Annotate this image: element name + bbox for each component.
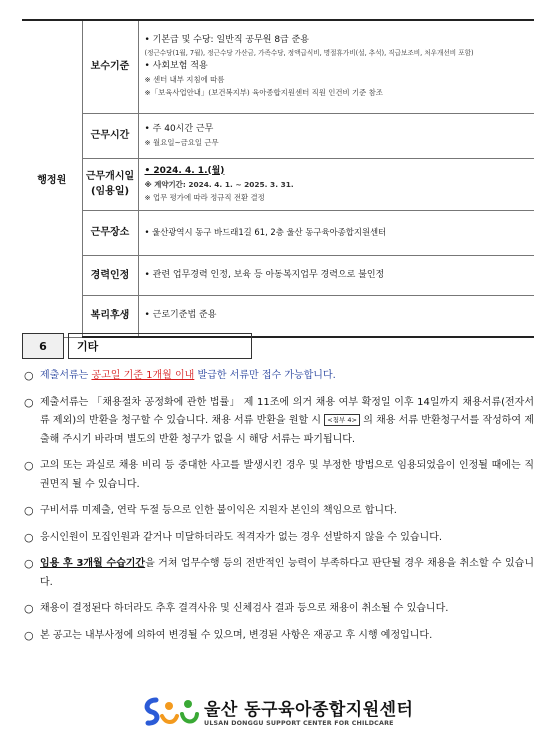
center-emblem-icon: [142, 694, 200, 728]
circle-bullet-icon: ○: [24, 530, 34, 544]
pay-line-5: ※「보육사업안내」(보건복지부) 육아종합지원센터 직원 인건비 기준 참조: [144, 88, 383, 98]
item6-text-bold: 임용 후 3개월 수습기간: [40, 558, 146, 569]
header-pay: 보수기준: [82, 20, 138, 113]
circle-bullet-icon: ○: [24, 628, 34, 642]
start-line-1: • 2024. 4. 1.(월): [144, 165, 225, 176]
content-pay: [138, 20, 534, 113]
item3-text: 고의 또는 과실로 채용 비리 등 중대한 사고를 발생시킨 경우 및 부정한 방법으로 임용되었음이 인정될 때에는 직권면직 될 수 있습니다.: [40, 460, 534, 490]
item2-text-a: 제출서류는 「채용절차 공정화에 관한 법률」 제 11조에 의거 채용 여부 확정일 이후 14일까지 채용서류(전자서류 제외)의 반환을 청구할 수 있습니다. 채용 서류 반환을 원할 시: [40, 396, 534, 426]
header-start-date: [82, 158, 138, 210]
header-career: 경력인정: [82, 255, 138, 295]
list-item: [24, 394, 534, 450]
section-number: 6: [22, 333, 64, 359]
start-date-header-line2: (임용일): [90, 186, 130, 197]
hours-line-1: • 주 40시간 근무: [144, 123, 214, 134]
item8-text: 본 공고는 내부사정에 의하여 변경될 수 있으며, 변경된 사항은 재공고 후 시행 예정입니다.: [40, 629, 433, 641]
list-item: [24, 627, 534, 646]
circle-bullet-icon: ○: [24, 459, 34, 472]
start-line-3: ※ 업무 평가에 따라 정규직 전환 결정: [144, 192, 265, 202]
header-hours: 근무시간: [82, 113, 138, 158]
item1-text-a: 제출서류는: [40, 370, 92, 381]
notice-list: [24, 367, 534, 653]
hours-line-2: ※ 월요일~금요일 근무: [144, 137, 219, 147]
section-title: 기타: [68, 333, 252, 359]
list-item: [24, 600, 534, 619]
category-cell: 행정원: [22, 20, 82, 337]
circle-bullet-icon: ○: [24, 557, 34, 570]
list-item: [24, 367, 534, 386]
list-item: [24, 502, 534, 521]
list-item: [24, 529, 534, 548]
center-name-kr: 울산 동구육아종합지원센터: [204, 700, 414, 720]
item1-text-b: 발급한 서류만 접수 가능합니다.: [194, 370, 336, 381]
item7-text: 채용이 결정된다 하더라도 추후 결격사유 및 신체검사 결과 등으로 채용이 취소될 수 있습니다.: [40, 603, 449, 614]
circle-bullet-icon: ○: [24, 602, 34, 615]
pay-line-2: (정근수당(1월, 7월), 정근수당 가산금, 가족수당, 정액급식비, 명절휴가비(설, 추석), 직급보조비, 처우개선비 포함): [144, 49, 474, 58]
list-item: [24, 457, 534, 494]
center-logo: [142, 694, 413, 728]
attachment-tag: <첨부 4>: [324, 414, 360, 426]
location-line-1: • 울산광역시 동구 바드래1길 61, 2층 울산 동구육아종합지원센터: [144, 227, 387, 237]
conditions-table: [22, 19, 534, 338]
circle-bullet-icon: ○: [24, 395, 34, 409]
career-line-1: • 관련 업무경력 인정, 보육 등 아동복지업무 경력으로 불인정: [144, 269, 385, 280]
content-location: [138, 210, 534, 255]
welfare-line-1: • 근로기준법 준용: [144, 310, 217, 321]
content-start-date: [138, 158, 534, 210]
circle-bullet-icon: ○: [24, 504, 34, 517]
start-line-2: ※ 계약기간: 2024. 4. 1. ~ 2025. 3. 31.: [144, 179, 294, 189]
header-welfare: 복리후생: [82, 295, 138, 337]
item6-text-b: 을 거쳐 업무수행 등의 전반적인 능력이 부족하다고 판단될 경우 채용을 취소할 수 있습니다.: [40, 558, 534, 588]
content-career: [138, 255, 534, 295]
content-hours: [138, 113, 534, 158]
center-name-en: ULSAN DONGGU SUPPORT CENTER FOR CHILDCARE: [204, 720, 394, 727]
item5-text: 응시인원이 모집인원과 같거나 미달하더라도 적격자가 없는 경우 선발하지 않을 수 있습니다.: [40, 531, 443, 543]
item4-text: 구비서류 미제출, 연락 두절 등으로 인한 불이익은 지원자 본인의 책임으로 합니다.: [40, 505, 397, 516]
pay-line-3: • 사회보험 적용: [144, 61, 208, 72]
content-welfare: [138, 295, 534, 337]
section-heading: [22, 333, 252, 359]
pay-line-1: • 기본급 및 수당: 일반직 공무원 8급 준용: [144, 35, 310, 46]
pay-line-4: ※ 센터 내부 지침에 따름: [144, 75, 225, 85]
start-date-header-line1: 근무개시일: [85, 171, 135, 182]
circle-bullet-icon: ○: [24, 369, 34, 382]
item2-text-b: 의 채용 서류 반환청구서를 작성하여 제출해 주시기 바라며 별도의 반환 청구가 없을 시 해당 서류는 파기됩니다.: [40, 415, 534, 445]
item1-text-highlight: 공고일 기준 1개월 이내: [91, 370, 195, 381]
header-location: 근무장소: [82, 210, 138, 255]
list-item: [24, 555, 534, 592]
